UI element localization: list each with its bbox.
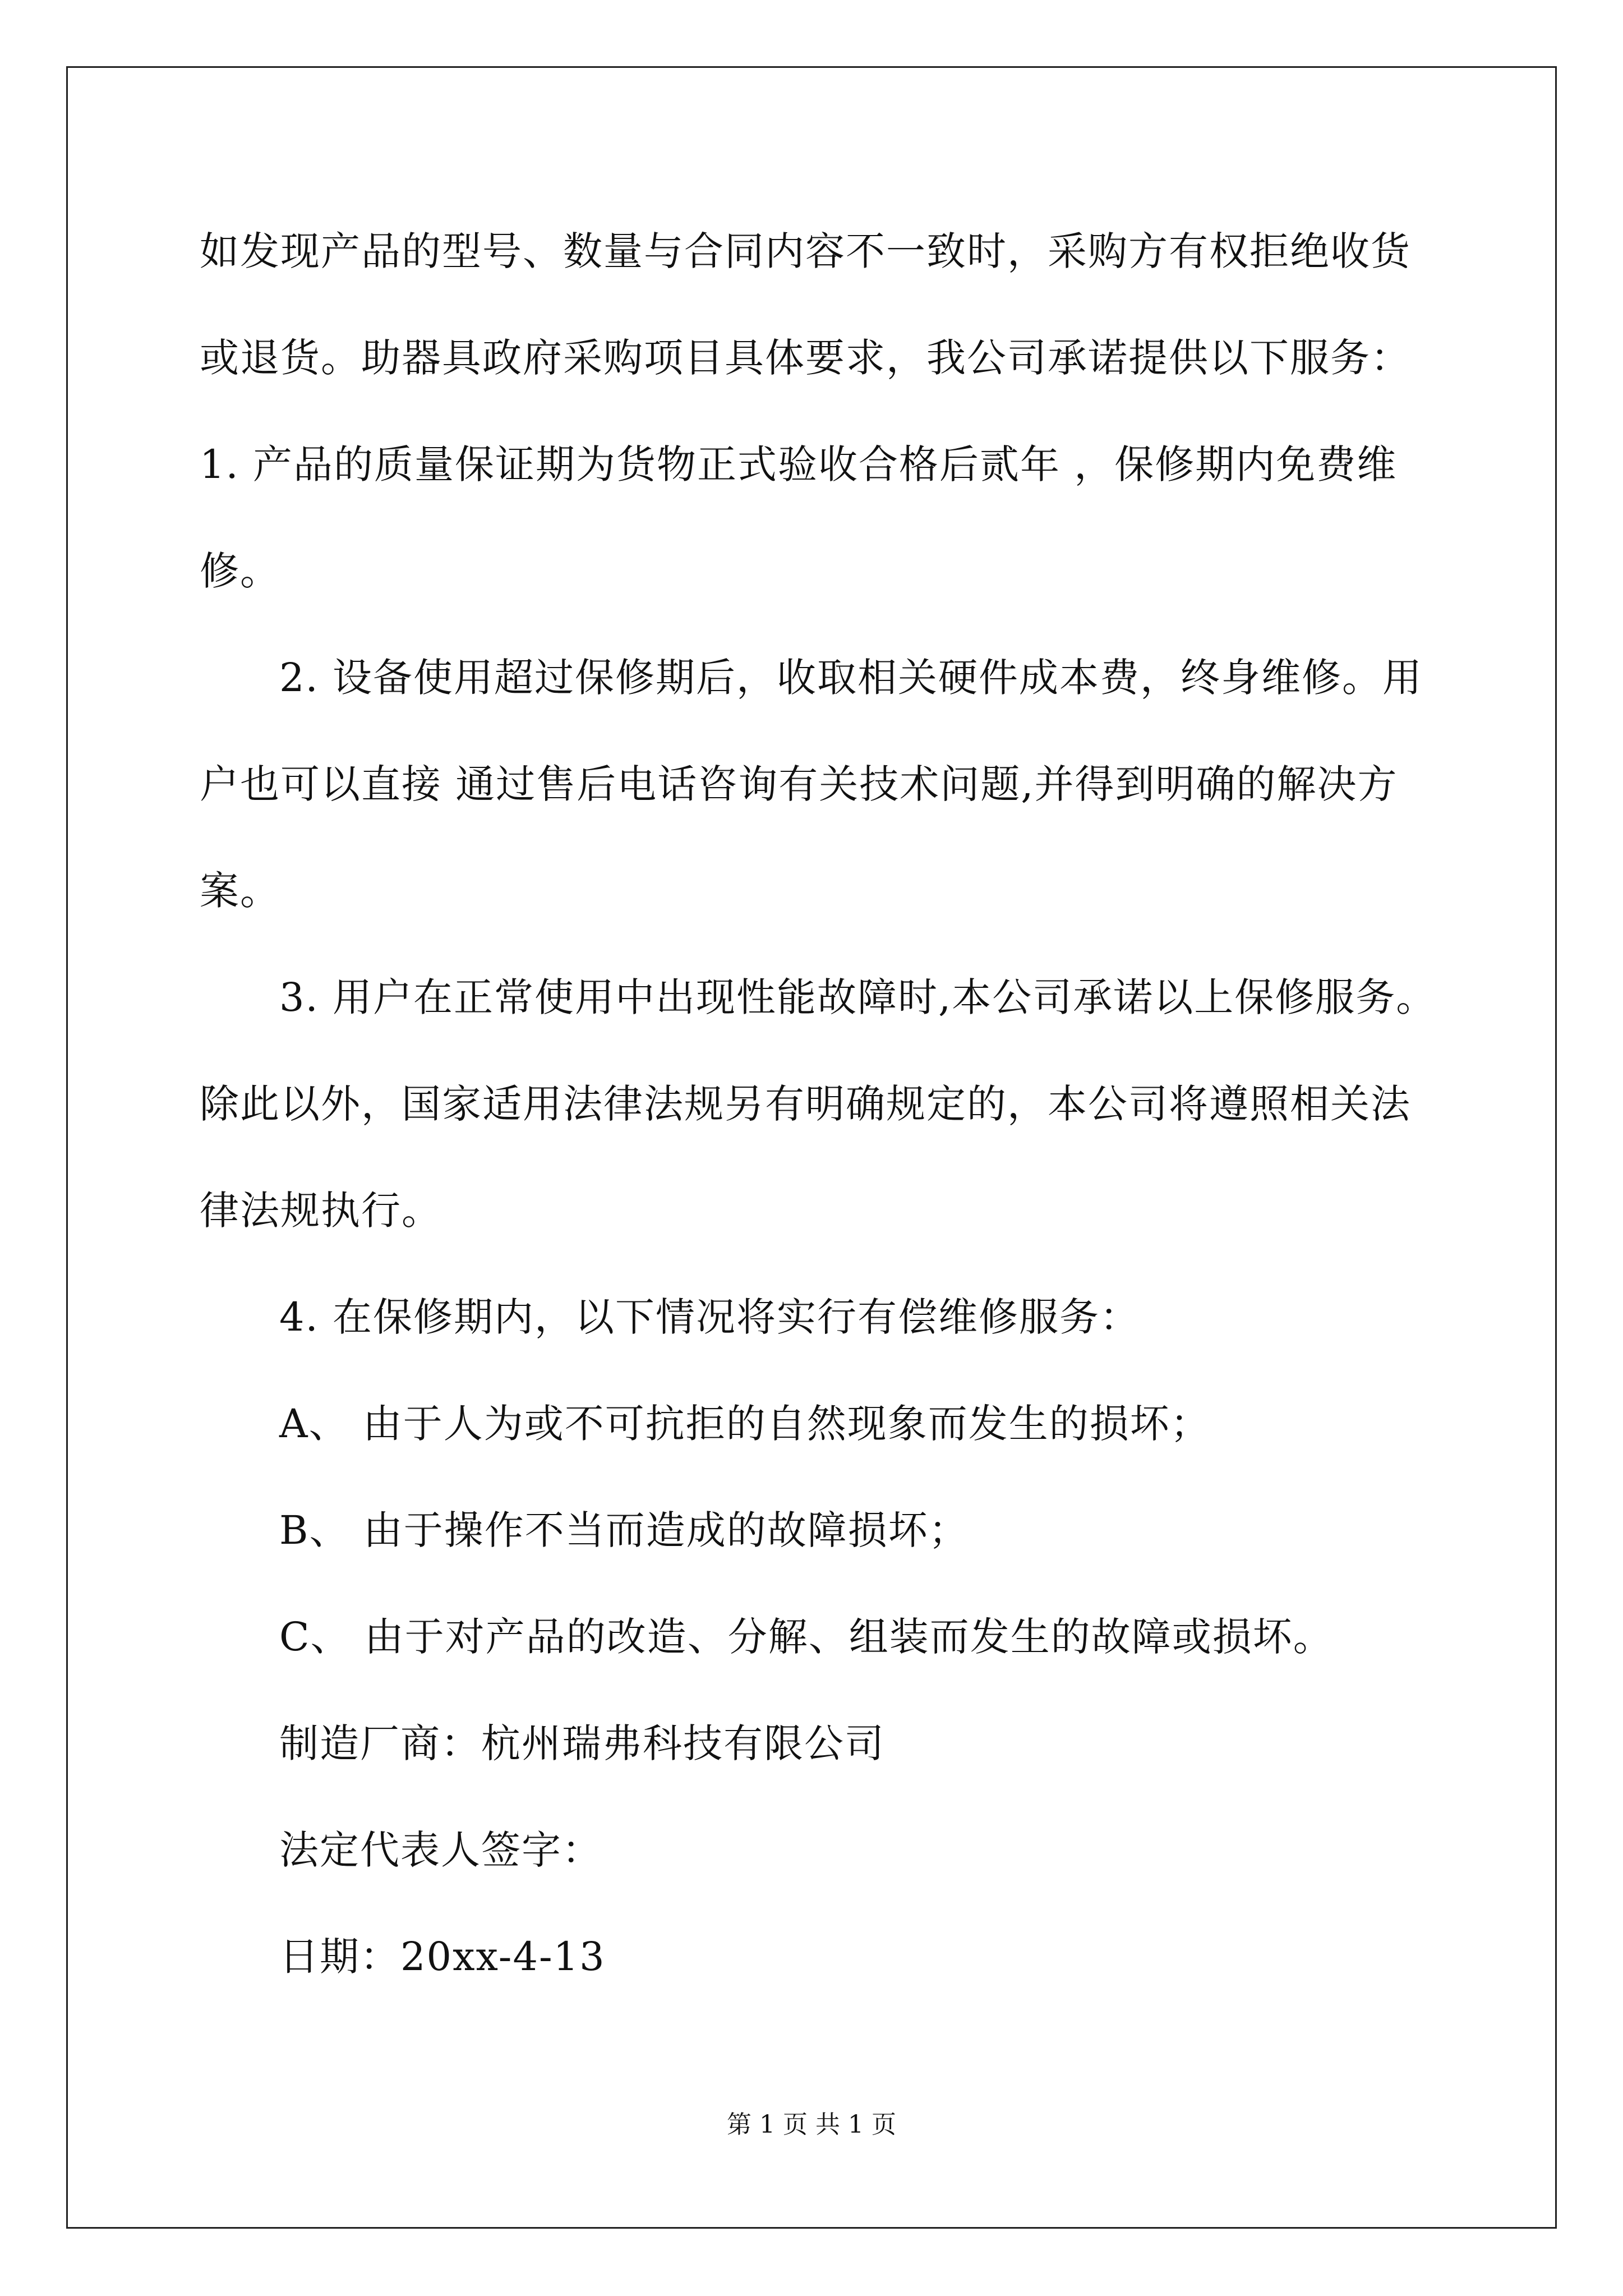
page-border <box>66 66 1557 2229</box>
paragraph-line: 或退货。助器具政府采购项目具体要求，我公司承诺提供以下服务： <box>200 335 1411 381</box>
page-footer: 第 1 页 共 1 页 <box>727 2110 896 2139</box>
paragraph-line: C、 由于对产品的改造、分解、组装而发生的故障或损坏。 <box>279 1614 1334 1660</box>
paragraph-line: 修。 <box>200 548 280 594</box>
paragraph-line: 2. 设备使用超过保修期后，收取相关硬件成本费，终身维修。用 <box>279 655 1423 701</box>
manufacturer-line: 制造厂商：杭州瑞弗科技有限公司 <box>279 1720 885 1766</box>
paragraph-line: 1. 产品的质量保证期为货物正式验收合格后贰年 ，保修期内免费维 <box>200 441 1398 487</box>
paragraph-line: A、 由于人为或不可抗拒的自然现象而发生的损坏； <box>279 1401 1211 1447</box>
paragraph-line: 如发现产品的型号、数量与合同内容不一致时，采购方有权拒绝收货 <box>200 228 1411 274</box>
signature-line: 法定代表人签字： <box>279 1827 602 1873</box>
paragraph-line: 户也可以直接 通过售后电话咨询有关技术问题,并得到明确的解决方 <box>200 761 1398 807</box>
paragraph-line: 4. 在保修期内，以下情况将实行有偿维修服务： <box>279 1294 1141 1340</box>
paragraph-line: B、 由于操作不当而造成的故障损坏； <box>279 1507 969 1553</box>
paragraph-line: 律法规执行。 <box>200 1188 442 1234</box>
paragraph-line: 3. 用户在正常使用中出现性能故障时,本公司承诺以上保修服务。 <box>279 974 1437 1020</box>
paragraph-line: 案。 <box>200 868 280 914</box>
paragraph-line: 除此以外，国家适用法律法规另有明确规定的，本公司将遵照相关法 <box>200 1081 1411 1127</box>
date-line: 日期：20xx-4-13 <box>279 1934 606 1980</box>
